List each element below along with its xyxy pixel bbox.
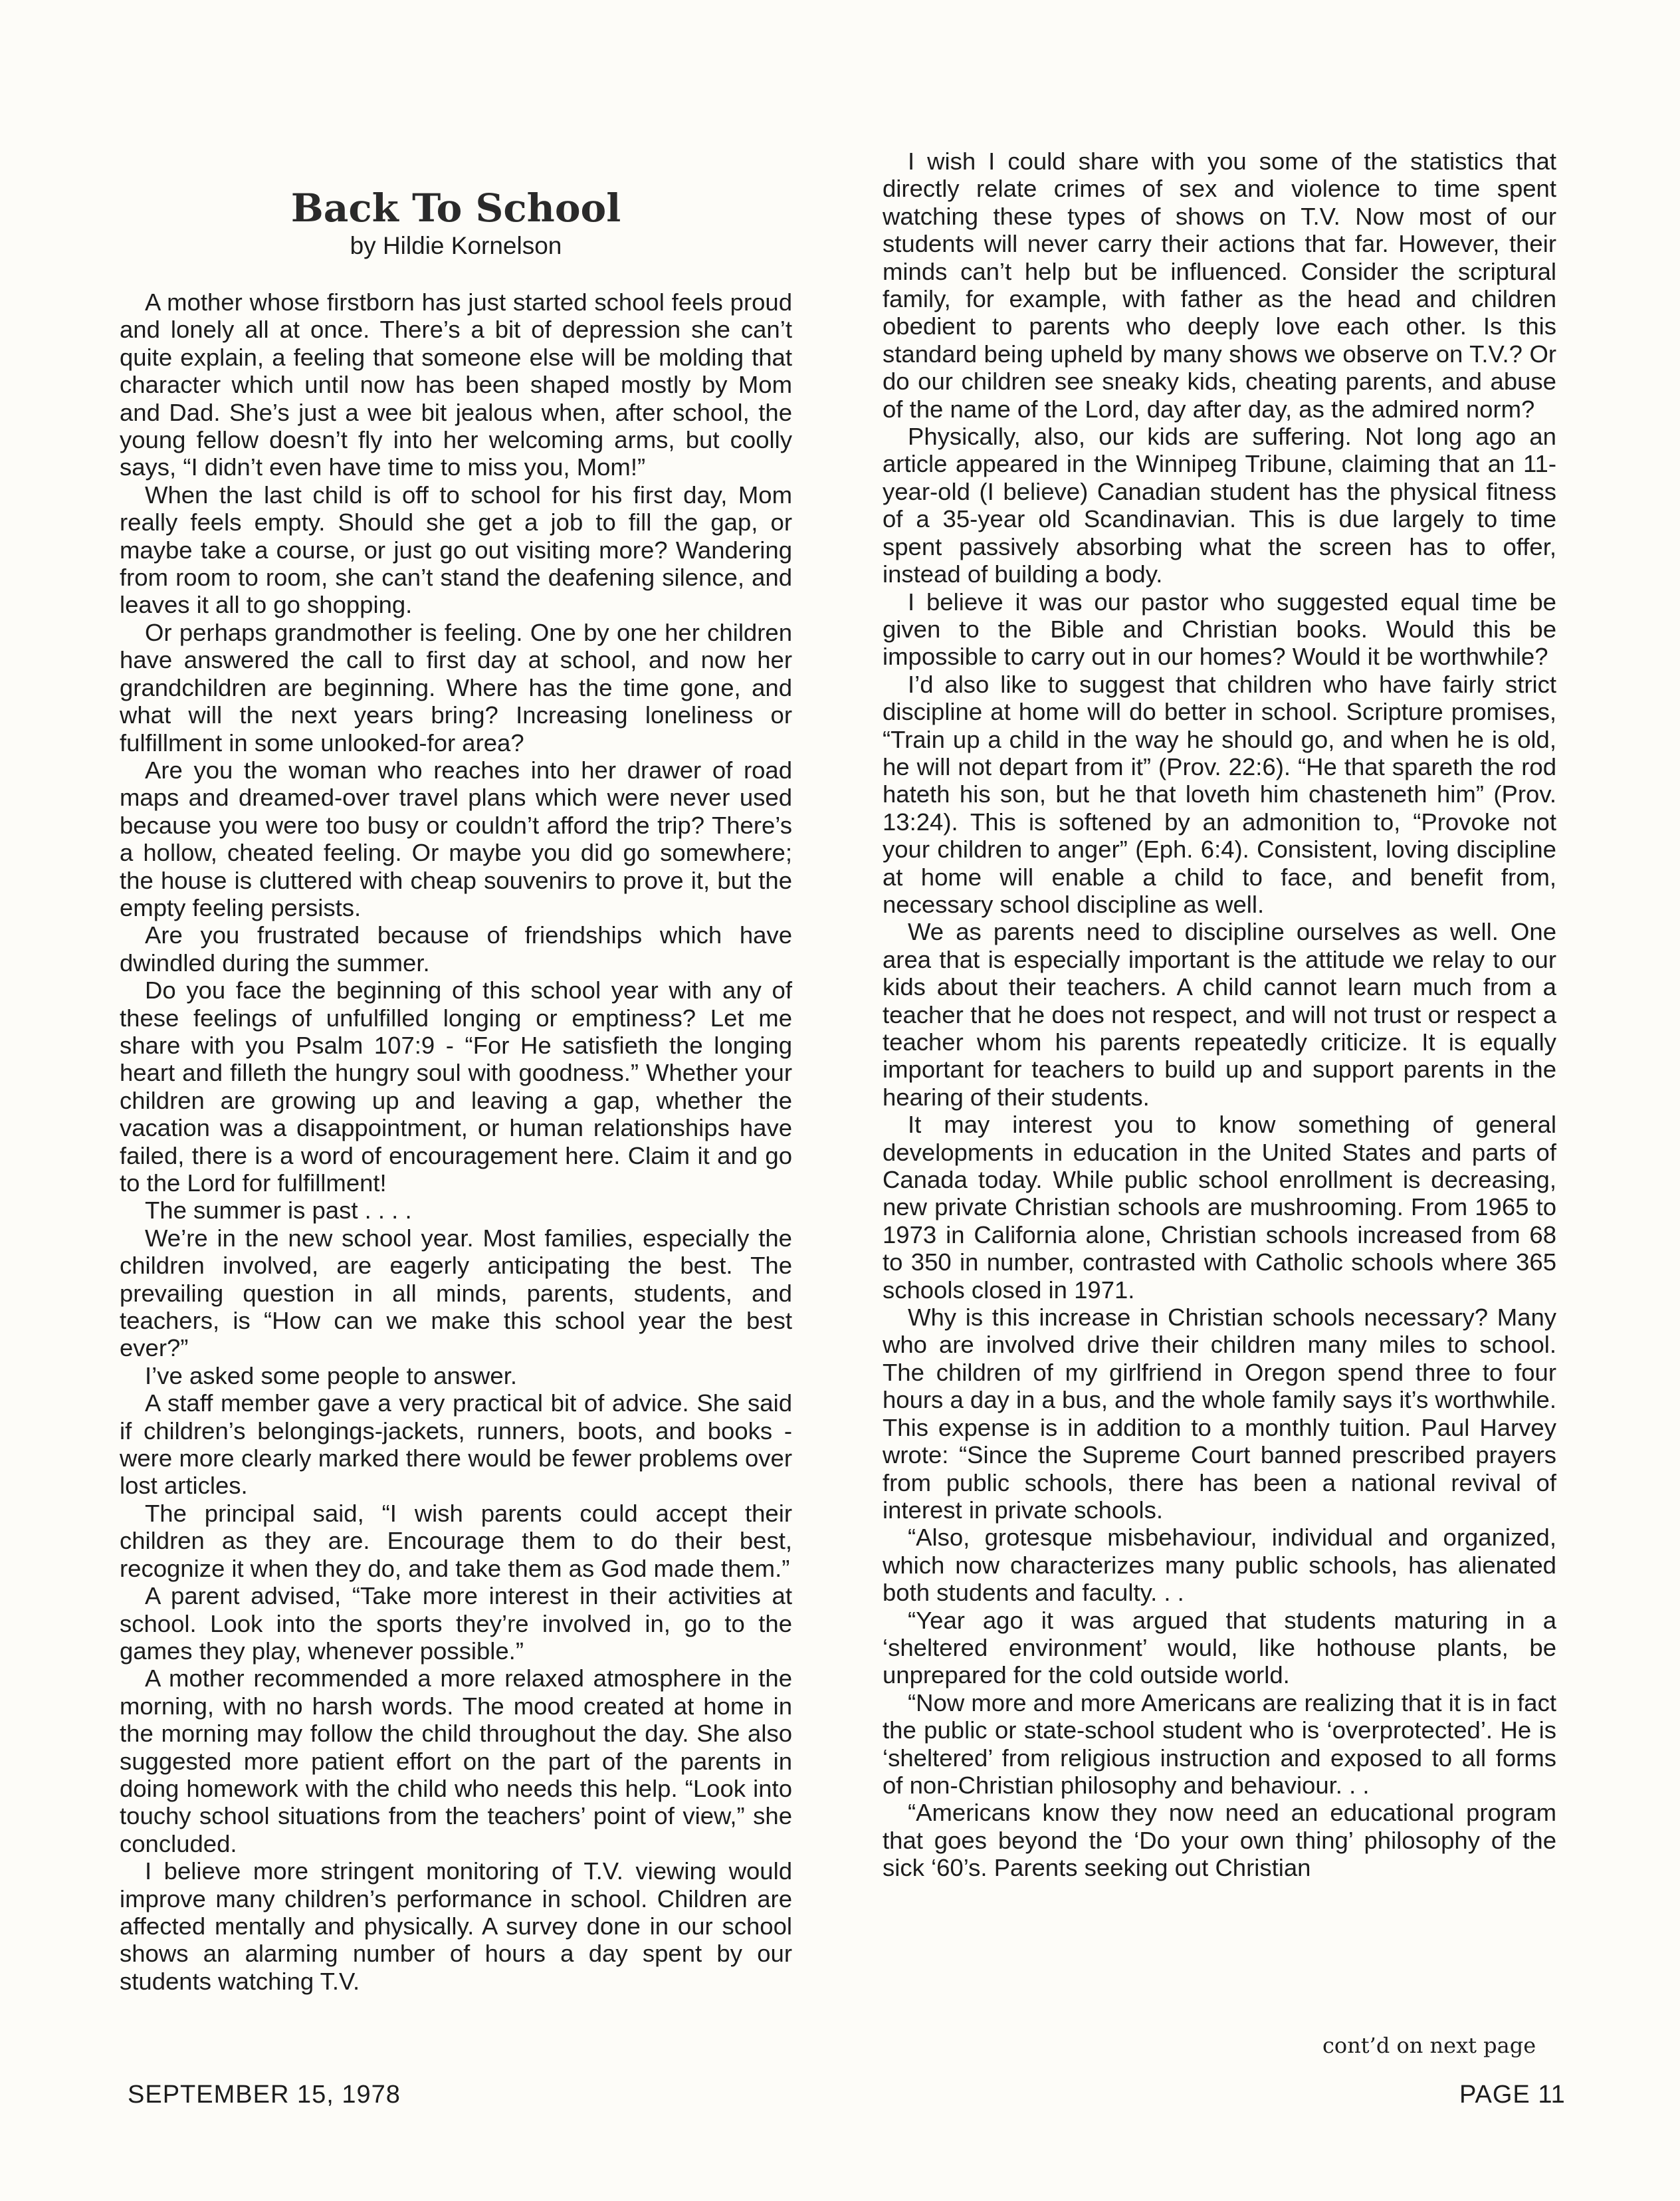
paragraph: Why is this increase in Christian schools necessary? Many who are involved drive their children many miles to school. The children of my girlfriend in Oregon spend three to four hours a day in a bus, and the whole family says it’s worthwhile. This expense is in addition to a monthly tuition. Paul Harvey wrote: “Since the Supreme Court banned prescribed prayers from public schools, there has been a national revival of interest in private schools. xyxy=(883,1304,1556,1524)
paragraph: Physically, also, our kids are suffering. Not long ago an article appeared in the Winnipeg Tribune, claiming that an 11-year-old (I believe) Canadian student has the physical fitness of a 35-year old Scandinavian. This is due largely to time spent passively absorbing what the screen has to offer, instead of building a body. xyxy=(883,423,1556,588)
paragraph: A mother whose firstborn has just started school feels proud and lonely all at once. There’s a bit of depression she can’t quite explain, a feeling that someone else will be molding that character which until now has been shaped mostly by Mom and Dad. She’s just a wee bit jealous when, after school, the young fellow doesn’t fly into her welcoming arms, but coolly says, “I didn’t even have time to miss you, Mom!” xyxy=(120,289,792,481)
paragraph: “Year ago it was argued that students maturing in a ‘sheltered environment’ would, like hothouse plants, be unprepared for the cold outside world. xyxy=(883,1606,1556,1689)
paragraph: “Also, grotesque misbehaviour, individual and organized, which now characterizes many public schools, has alienated both students and faculty. . . xyxy=(883,1524,1556,1607)
paragraph: We’re in the new school year. Most families, especially the children involved, are eagerly anticipating the best. The prevailing question in all minds, parents, students, and teachers, is “How can we make this school year the best ever?” xyxy=(120,1224,792,1362)
article-title: Back To School xyxy=(290,185,621,231)
paragraph: When the last child is off to school for his first day, Mom really feels empty. Should she get a job to fill the gap, or maybe take a course, or just go out visiting more? Wandering from room to room, she can’t stand the deafening silence, and leaves it all to go shopping. xyxy=(120,481,792,619)
paragraph: Are you the woman who reaches into her drawer of road maps and dreamed-over travel plans which were never used because you were too busy or couldn’t afford the trip? There’s a hollow, cheated feeling. Or maybe you did go somewhere; the house is cluttered with cheap souvenirs to prove it, but the empty feeling persists. xyxy=(120,756,792,921)
article-header xyxy=(120,185,792,261)
paragraph: I’d also like to suggest that children who have fairly strict discipline at home will do better in school. Scripture promises, “Train up a child in the way he should go, and when he is old, he will not depart from it” (Prov. 22:6). “He that spareth the rod hateth his son, but he that loveth him chasteneth him” (Prov. 13:24). This is softened by an admonition to, “Provoke not your children to anger” (Eph. 6:4). Consistent, loving discipline at home will enable a child to face, and benefit from, necessary school discipline as well. xyxy=(883,670,1556,918)
paragraph: I believe it was our pastor who suggested equal time be given to the Bible and Christian books. Would this be impossible to carry out in our homes? Would it be worthwhile? xyxy=(883,588,1556,671)
paragraph: A mother recommended a more relaxed atmosphere in the morning, with no harsh words. The mood created at home in the morning may follow the child throughout the day. She also suggested more patient effort on the part of the parents in doing homework with the child who needs this help. “Look into touchy school situations from the teachers’ point of view,” she concluded. xyxy=(120,1665,792,1857)
article-byline: by Hildie Kornelson xyxy=(350,232,562,259)
continued-note: cont’d on next page xyxy=(1322,2033,1536,2058)
paragraph: “Americans know they now need an educational program that goes beyond the ‘Do your own thing’ philosophy of the sick ‘60’s. Parents seeking out Christian xyxy=(883,1799,1556,1882)
paragraph: It may interest you to know something of general developments in education in the United States and parts of Canada today. While public school enrollment is decreasing, new private Christian schools are mushrooming. From 1965 to 1973 in California alone, Christian schools increased from 68 to 350 in number, contrasted with Catholic schools where 365 schools closed in 1971. xyxy=(883,1111,1556,1304)
paragraph: A staff member gave a very practical bit of advice. She said if children’s belongings-jackets, runners, boots, and books - were more clearly marked there would be fewer problems over lost articles. xyxy=(120,1389,792,1500)
paragraph: The principal said, “I wish parents could accept their children as they are. Encourage them to do their best, recognize it when they do, and take them as God made them.” xyxy=(120,1499,792,1582)
paragraph: A parent advised, “Take more interest in their activities at school. Look into the sports they’re involved in, go to the games they play, whenever possible.” xyxy=(120,1582,792,1665)
paragraph: I wish I could share with you some of the statistics that directly relate crimes of sex and violence to time spent watching these types of shows on T.V. Now most of our students will never carry their actions that far. However, their minds can’t help but be influenced. Consider the scriptural family, for example, with father as the head and children obedient to parents who deeply love each other. Is this standard being upheld by many shows we observe on T.V.? Or do our children see sneaky kids, cheating parents, and abuse of the name of the Lord, day after day, as the admired norm? xyxy=(883,148,1556,423)
paragraph: We as parents need to discipline ourselves as well. One area that is especially important is the attitude we relay to our kids about their teachers. A child cannot learn much from a teacher that he does not respect, and will not trust or respect a teacher whom his parents repeatedly criticize. It is equally important for teachers to build up and support parents in the hearing of their students. xyxy=(883,918,1556,1111)
footer-date: SEPTEMBER 15, 1978 xyxy=(128,2081,401,2109)
paragraph: I’ve asked some people to answer. xyxy=(145,1361,517,1389)
paragraph: I believe more stringent monitoring of T.V. viewing would improve many children’s performance in school. Children are affected mentally and physically. A survey done in our school shows an alarming number of hours a day spent by our students watching T.V. xyxy=(120,1857,792,1995)
paragraph: The summer is past . . . . xyxy=(145,1197,412,1224)
left-column xyxy=(120,0,792,1995)
footer-page-number: PAGE 11 xyxy=(1459,2081,1566,2109)
paragraph: Are you frustrated because of friendships which have dwindled during the summer. xyxy=(120,921,792,977)
right-column xyxy=(883,148,1556,1882)
paragraph: “Now more and more Americans are realizing that it is in fact the public or state-school student who is ‘overprotected’. He is ‘sheltered’ from religious instruction and exposed to all forms of non-Christian philosophy and behaviour. . . xyxy=(883,1688,1556,1799)
paragraph: Do you face the beginning of this school year with any of these feelings of unfulfilled longing or emptiness? Let me share with you Psalm 107:9 - “For He satisfieth the longing heart and filleth the hungry soul with goodness.” Whether your children are growing up and leaving a gap, whether the vacation was a disappointment, or human relationships have failed, there is a word of encouragement here. Claim it and go to the Lord for fulfillment! xyxy=(120,977,792,1197)
paragraph: Or perhaps grandmother is feeling. One by one her children have answered the call to first day at school, and now her grandchildren are beginning. Where has the time gone, and what will the next years bring? Increasing loneliness or fulfillment in some unlooked-for area? xyxy=(120,618,792,756)
